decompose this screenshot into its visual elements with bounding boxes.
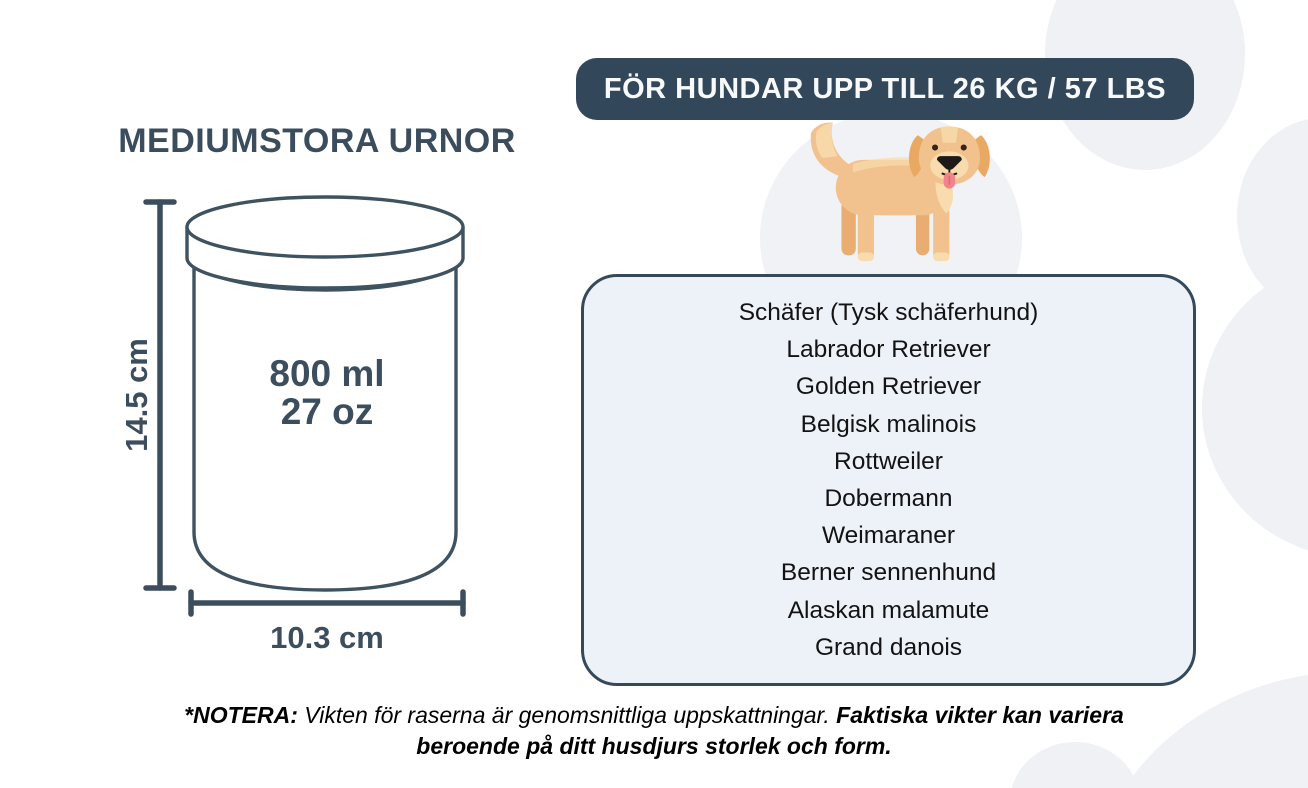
dog-eye-right	[961, 144, 967, 150]
footnote	[0, 700, 1308, 762]
dog-rear-paw	[858, 253, 874, 262]
weight-badge	[576, 58, 1194, 120]
footnote-line-1	[0, 700, 1308, 731]
footnote-prefix: *NOTERA:	[184, 702, 298, 728]
footnote-bold-tail: Faktiska vikter kan variera	[836, 702, 1124, 728]
footnote-line-2	[0, 731, 1308, 762]
breed-list-item: Belgisk malinois	[800, 410, 977, 438]
breed-list-item: Weimaraner	[822, 522, 955, 550]
golden-retriever-icon	[793, 116, 995, 264]
urn-volume-ml: 800 ml	[269, 353, 385, 394]
paw-decoration-pad-right	[1202, 258, 1308, 558]
breed-list-item: Rottweiler	[834, 447, 943, 475]
weight-badge-label: FÖR HUNDAR UPP TILL 26 KG / 57 LBS	[603, 72, 1167, 105]
breed-list-item: Alaskan malamute	[787, 596, 990, 624]
breed-list-item: Schäfer (Tysk schäferhund)	[738, 298, 1039, 326]
breed-list-item: Golden Retriever	[795, 373, 982, 401]
breed-list-item: Grand danois	[814, 633, 963, 661]
urn-volume-oz: 27 oz	[280, 391, 374, 432]
dog-eye-left	[932, 144, 938, 150]
urn-width-label: 10.3 cm	[270, 620, 384, 655]
breed-list-item: Labrador Retriever	[786, 336, 991, 364]
dog-crown-highlight	[941, 126, 958, 142]
footnote-regular: Vikten för raserna är genomsnittliga uppskattningar.	[297, 702, 837, 728]
urn-height-label: 14.5 cm	[119, 338, 154, 452]
breed-list-item: Berner sennenhund	[780, 559, 997, 587]
urn-lid-top	[187, 197, 463, 257]
dog-front-paw	[933, 253, 949, 262]
page-title: MEDIUMSTORA URNOR	[118, 122, 516, 160]
breed-list-item: Dobermann	[824, 485, 953, 512]
footnote-line2-text: beroende på ditt husdjurs storlek och form.	[416, 733, 892, 759]
breed-list-box	[581, 274, 1196, 686]
